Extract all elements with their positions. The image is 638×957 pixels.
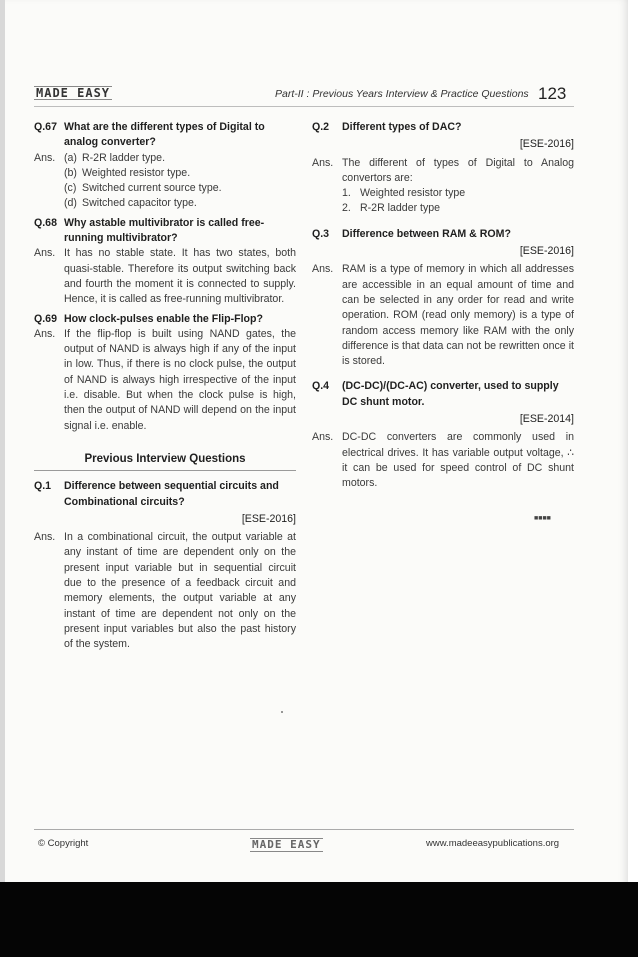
footer-website: www.madeeasypublications.org bbox=[426, 838, 560, 849]
qa-block-q1 bbox=[34, 479, 296, 652]
right-column bbox=[312, 120, 574, 496]
answer-text: The different of types of Digital to Analog convertors are: bbox=[342, 156, 574, 184]
question-number: Q.3 bbox=[312, 227, 330, 240]
question-text: Why astable multivibrator is called free-running multivibrator? bbox=[64, 216, 265, 245]
answer bbox=[312, 262, 574, 369]
header-title: Part-II : Previous Years Interview & Practice Questions bbox=[275, 88, 529, 100]
answer-label: Ans. bbox=[312, 431, 334, 444]
question bbox=[312, 379, 574, 410]
answer-label: Ans. bbox=[34, 531, 56, 544]
question bbox=[34, 120, 296, 151]
item-text: R-2R ladder type bbox=[360, 202, 441, 215]
answer-text: DC-DC converters are commonly used in electrical drives. It has variable output voltage, ∴ it can be used for speed control of DC shunt motors. bbox=[342, 431, 574, 490]
footer-copyright: © Copyright bbox=[38, 838, 89, 849]
answer-label: Ans. bbox=[34, 327, 56, 340]
item-label: 1. bbox=[342, 187, 351, 200]
list-item bbox=[342, 201, 574, 216]
qa-block-q3 bbox=[312, 227, 574, 370]
question-text: Difference between RAM & ROM? bbox=[342, 227, 511, 240]
item-text: Weighted resistor type. bbox=[82, 166, 191, 179]
question-text: Difference between sequential circuits and Combinational circuits? bbox=[64, 480, 279, 508]
section-heading: Previous Interview Questions bbox=[34, 452, 296, 471]
question-number: Q.67 bbox=[34, 121, 57, 133]
exam-reference: [ESE-2014] bbox=[519, 413, 574, 426]
question-text: (DC-DC)/(DC-AC) converter, used to supply DC shunt motor. bbox=[342, 380, 559, 408]
list-item bbox=[342, 186, 574, 201]
answer-text: In a combinational circuit, the output variable at any instant of time are dependent only on the present input variable but in sequential circuit due to the presence of a feedback circuit and memory elements, the output variable at any instant of time are dependent not only on the present input variables but also the past history of the system. bbox=[64, 531, 296, 651]
answer bbox=[34, 530, 296, 652]
question-number: Q.1 bbox=[34, 480, 52, 493]
answer-label: Ans. bbox=[312, 156, 334, 169]
scan-border-bottom bbox=[0, 882, 638, 957]
answer-label: Ans. bbox=[34, 247, 56, 260]
list-item bbox=[64, 166, 296, 181]
question-text: What are the different types of Digital to analog converter? bbox=[64, 121, 265, 149]
question bbox=[34, 312, 296, 327]
exam-reference: [ESE-2016] bbox=[241, 512, 296, 525]
exam-reference: [ESE-2016] bbox=[519, 245, 574, 258]
qa-block-q67 bbox=[34, 120, 296, 212]
print-speck bbox=[281, 711, 283, 713]
answer bbox=[312, 430, 574, 491]
question-number: Q.68 bbox=[34, 216, 57, 229]
question bbox=[34, 216, 296, 247]
question bbox=[34, 479, 296, 510]
end-of-section-mark: ■■■■ bbox=[534, 515, 551, 522]
answer-text: It has no stable state. It has two states, both quasi-stable. Therefore its output switching back and fourth the moment it is connected to supply. Hence, it is called as free-running multivibrator. bbox=[64, 247, 296, 306]
left-column bbox=[34, 120, 296, 657]
question bbox=[312, 120, 574, 135]
answer-body bbox=[342, 156, 574, 217]
answer bbox=[34, 151, 296, 212]
question-number: Q.69 bbox=[34, 312, 57, 325]
page-edge-shadow bbox=[0, 0, 5, 900]
item-label: (b) bbox=[64, 166, 77, 179]
qa-block-q2 bbox=[312, 120, 574, 217]
answer-list bbox=[64, 151, 296, 212]
question-text: How clock-pulses enable the Flip-Flop? bbox=[64, 312, 263, 325]
footer-brand-logo: MADE EASY bbox=[252, 838, 321, 851]
item-label: (a) bbox=[64, 151, 77, 164]
item-text: Switched current source type. bbox=[82, 182, 222, 195]
qa-block-q4 bbox=[312, 379, 574, 491]
header-rule bbox=[34, 106, 574, 107]
answer-label: Ans. bbox=[312, 263, 334, 276]
question bbox=[312, 227, 574, 242]
qa-block-q68 bbox=[34, 216, 296, 308]
answer-text: If the flip-flop is built using NAND gates, the output of NAND is always high if any of the input in low. Thus, if there is no clock pulse, the output of NAND is always high irrespective of the input i.e. disable. But when the clock pulse is high, then the output of NAND will depend on the input signal i.e. enable. bbox=[64, 327, 296, 432]
list-item bbox=[64, 181, 296, 196]
qa-block-q69 bbox=[34, 312, 296, 434]
question-text: Different types of DAC? bbox=[342, 121, 462, 133]
item-text: Switched capacitor type. bbox=[82, 197, 197, 210]
header-brand-logo: MADE EASY bbox=[36, 86, 111, 100]
question-number: Q.4 bbox=[312, 380, 330, 393]
answer bbox=[34, 246, 296, 307]
list-item bbox=[64, 196, 296, 211]
item-label: 2. bbox=[342, 202, 351, 215]
answer-text: RAM is a type of memory in which all addresses are accessible in an equal amount of time and can be selected in any order for read and write operation. ROM (read only memory) is a type of random access memory like RAM with the only difference is that data can not be rewritten once it is stored. bbox=[342, 263, 574, 368]
answer-label: Ans. bbox=[34, 151, 56, 164]
question-number: Q.2 bbox=[312, 121, 330, 133]
answer bbox=[312, 156, 574, 217]
item-label: (c) bbox=[64, 182, 77, 195]
answer bbox=[34, 327, 296, 434]
list-item bbox=[64, 151, 296, 166]
page-number: 123 bbox=[538, 84, 567, 103]
item-text: Weighted resistor type bbox=[360, 187, 466, 200]
item-label: (d) bbox=[64, 197, 77, 210]
item-text: R-2R ladder type. bbox=[82, 151, 166, 164]
exam-reference: [ESE-2016] bbox=[519, 138, 574, 151]
footer-rule bbox=[34, 829, 574, 830]
